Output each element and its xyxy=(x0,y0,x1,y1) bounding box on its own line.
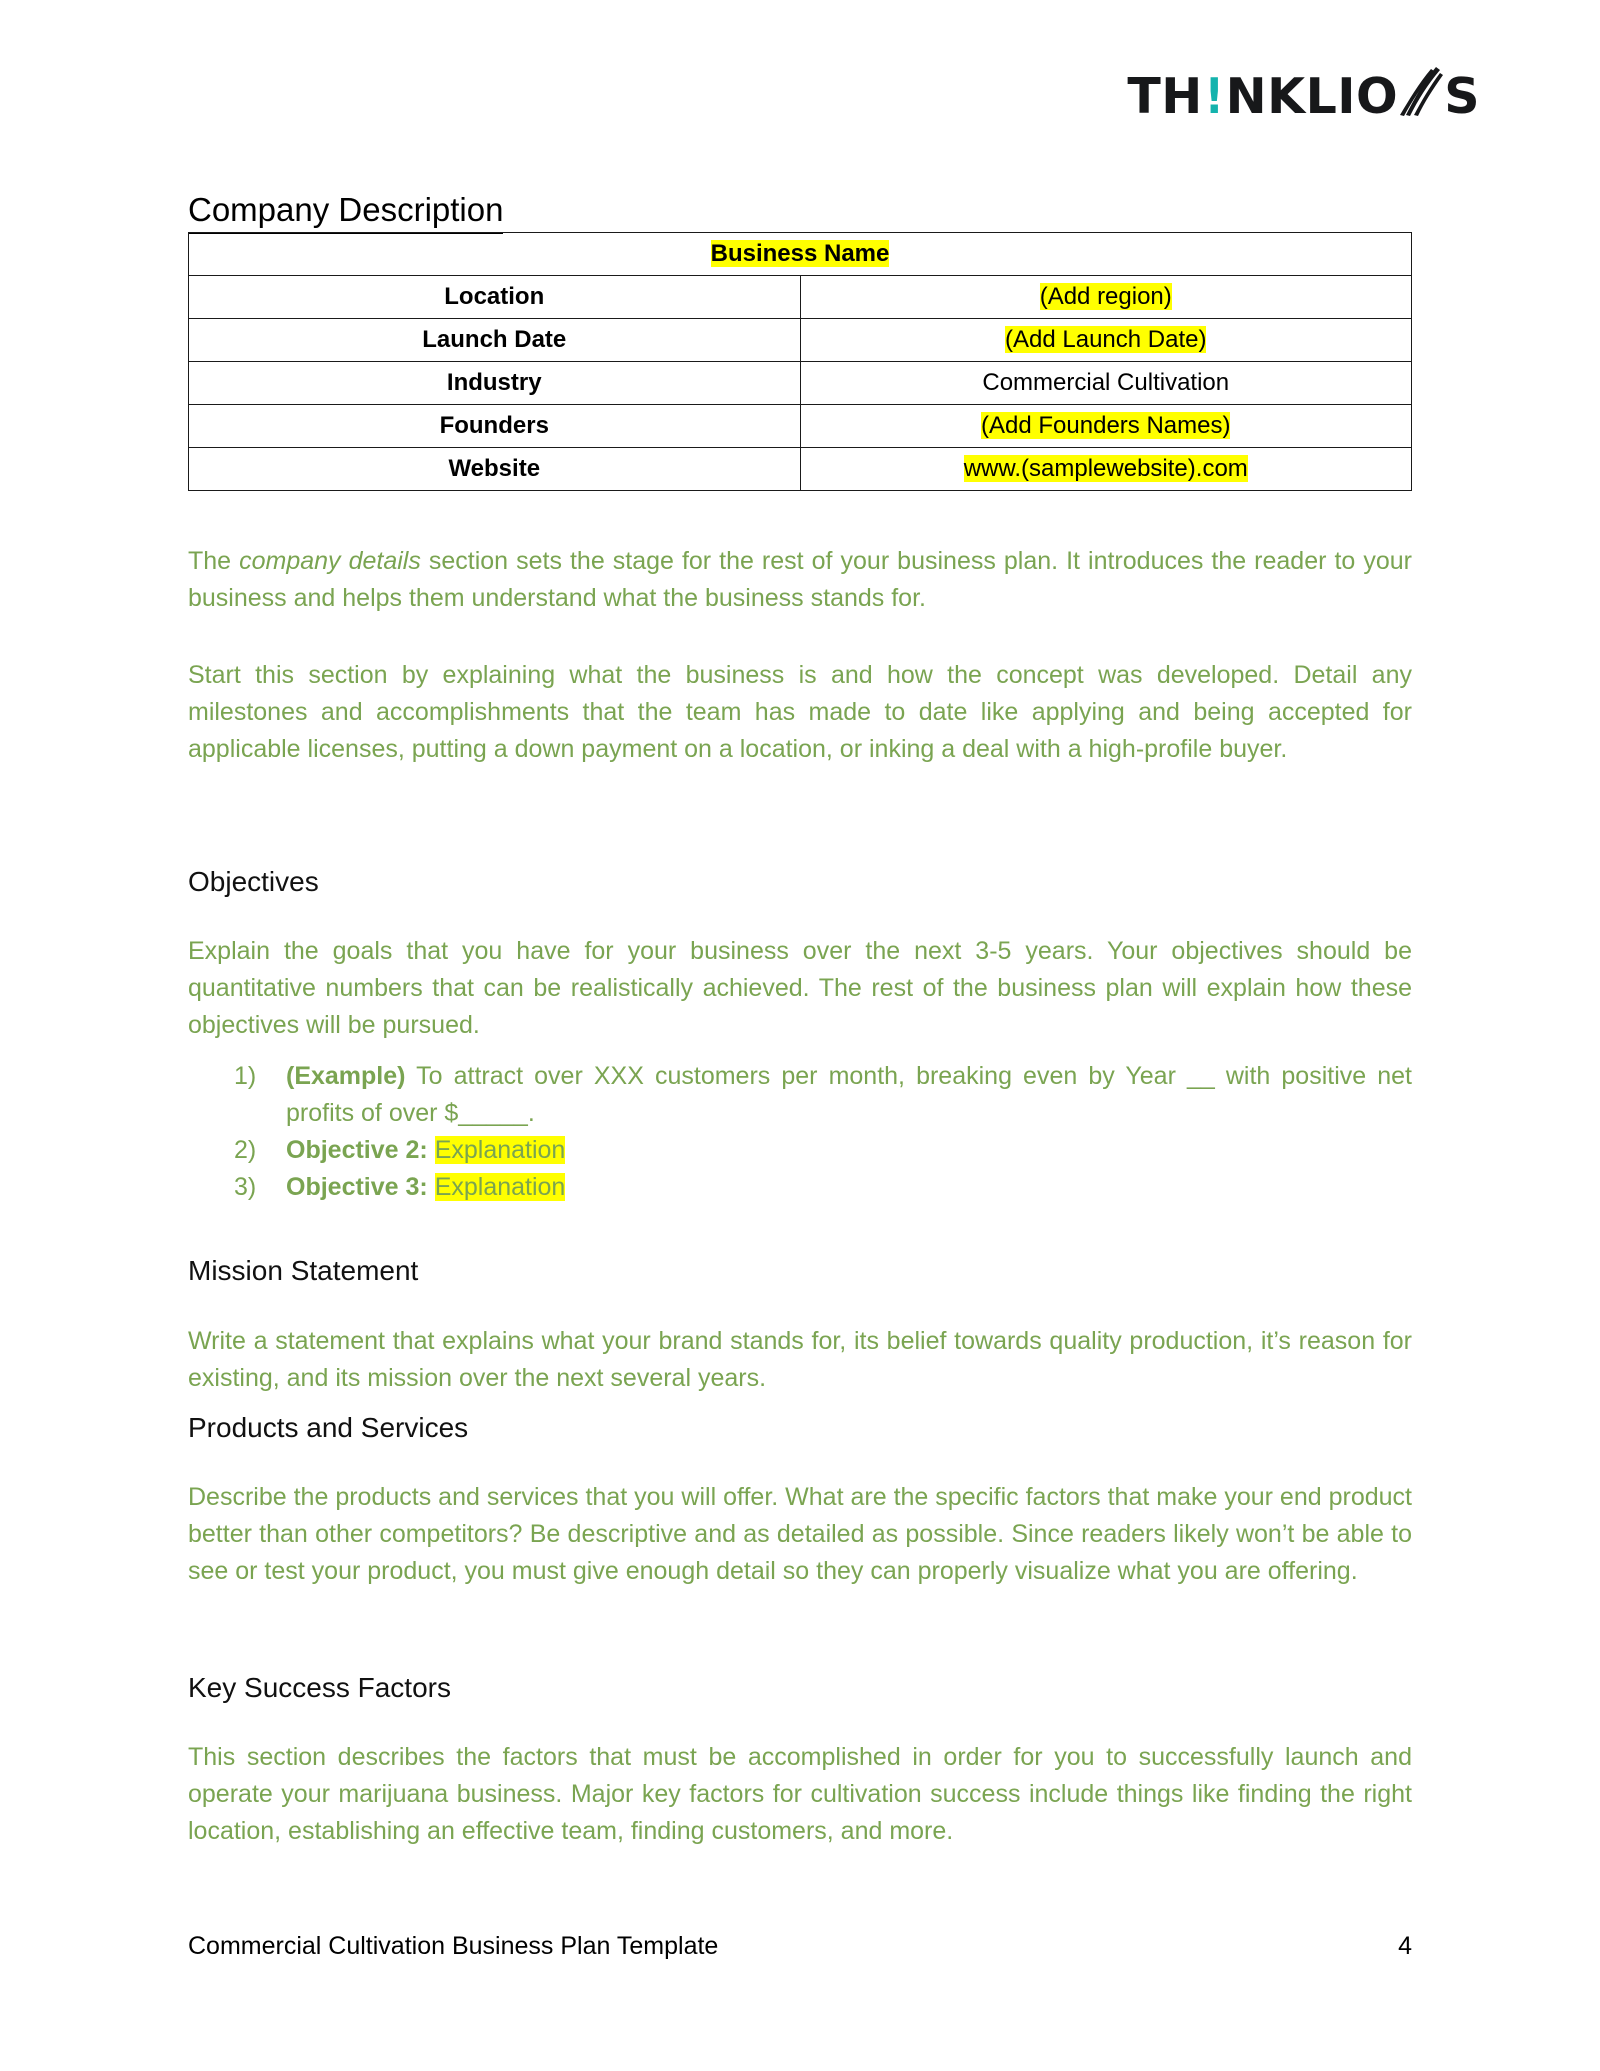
table-row xyxy=(189,405,1412,448)
row-value-industry: Commercial Cultivation xyxy=(800,362,1412,405)
key-success-factors-body: This section describes the factors that must be accomplished in order for you to successfully launch and operate your marijuana business. Major key factors for cultivation success include things like finding the right location, establishing an effective team, finding customers, and more. xyxy=(188,1743,1412,1845)
intro-p1-italic: company details xyxy=(239,547,421,575)
products-and-services-body: Describe the products and services that you will offer. What are the specific factors that make your end product better than other competitors? Be descriptive and as detailed as possible. Since readers likely won’t be able to see or test your product, you must give enough detail so they can properly visualize what you are offering. xyxy=(188,1483,1412,1585)
table-row xyxy=(189,448,1412,491)
list-item xyxy=(188,1058,1412,1132)
business-name-value: Business Name xyxy=(710,240,890,267)
list-item-highlight: Explanation xyxy=(434,1136,566,1164)
row-value-website: www.(samplewebsite).com xyxy=(800,448,1412,491)
objectives-list xyxy=(188,1058,1412,1206)
table-row xyxy=(189,276,1412,319)
row-label-website: Website xyxy=(189,448,801,491)
intro-paragraph-1 xyxy=(188,543,1412,617)
list-item-lead: Objective 2: xyxy=(286,1136,428,1164)
list-item-text xyxy=(428,1173,435,1201)
business-name-cell xyxy=(189,233,1412,276)
logo-wordmark xyxy=(1127,63,1480,125)
row-label-launch-date: Launch Date xyxy=(189,319,801,362)
list-item xyxy=(188,1132,1412,1169)
list-item-text: To attract over XXX customers per month, breaking even by Year __ with positive net profits of over $_____. xyxy=(286,1062,1412,1127)
intro-paragraph-2: Start this section by explaining what the business is and how the concept was developed. Detail any milestones and accomplishments that the team has made to date like applying and being accepted for applicable licenses, putting a down payment on a location, or inking a deal with a high-profile buyer. xyxy=(188,661,1412,763)
company-info-table xyxy=(188,232,1412,491)
objectives-body: Explain the goals that you have for your business over the next 3-5 years. Your objectives should be quantitative numbers that can be realistically achieved. The rest of the business plan will explain how these objectives will be pursued. xyxy=(188,937,1412,1039)
footer-title: Commercial Cultivation Business Plan Template xyxy=(188,1932,719,1960)
page-title: Company Description xyxy=(188,192,503,234)
mission-statement-body: Write a statement that explains what your brand stands for, its belief towards quality production, it’s reason for existing, and its mission over the next several years. xyxy=(188,1327,1412,1392)
footer-page-number: 4 xyxy=(1398,1932,1412,1960)
row-label-industry: Industry xyxy=(189,362,801,405)
intro-p1-after: section sets the stage for the rest of your business plan. It introduces the reader to your business and helps them understand what the business stands for. xyxy=(188,547,1412,612)
heading-objectives: Objectives xyxy=(188,866,319,897)
table-row-header xyxy=(189,233,1412,276)
table-row xyxy=(189,319,1412,362)
row-value-launch-date: (Add Launch Date) xyxy=(800,319,1412,362)
logo-exclamation-icon: ! xyxy=(1204,68,1224,125)
heading-key-success-factors: Key Success Factors xyxy=(188,1672,451,1703)
row-value-location: (Add region) xyxy=(800,276,1412,319)
row-label-location: Location xyxy=(189,276,801,319)
heading-products-and-services: Products and Services xyxy=(188,1412,469,1443)
heading-mission-statement: Mission Statement xyxy=(188,1255,419,1286)
list-item-lead: (Example) xyxy=(286,1062,406,1090)
list-item-number: 3) xyxy=(234,1173,257,1201)
logo-suffix: S xyxy=(1444,68,1480,125)
row-label-founders: Founders xyxy=(189,405,801,448)
logo-mid: NKLIO xyxy=(1225,68,1399,125)
page-footer xyxy=(188,1932,1412,1961)
list-item-number: 1) xyxy=(234,1062,257,1090)
list-item-number: 2) xyxy=(234,1136,257,1164)
row-value-founders: (Add Founders Names) xyxy=(800,405,1412,448)
list-item-lead: Objective 3: xyxy=(286,1173,428,1201)
claw-mark-icon xyxy=(1398,63,1444,113)
table-row xyxy=(189,362,1412,405)
list-item-highlight: Explanation xyxy=(434,1173,566,1201)
list-item xyxy=(188,1169,1412,1206)
logo-prefix: TH xyxy=(1127,68,1203,125)
intro-p1-before: The xyxy=(188,547,240,575)
thinklions-logo xyxy=(1127,62,1480,125)
list-item-text xyxy=(428,1136,435,1164)
